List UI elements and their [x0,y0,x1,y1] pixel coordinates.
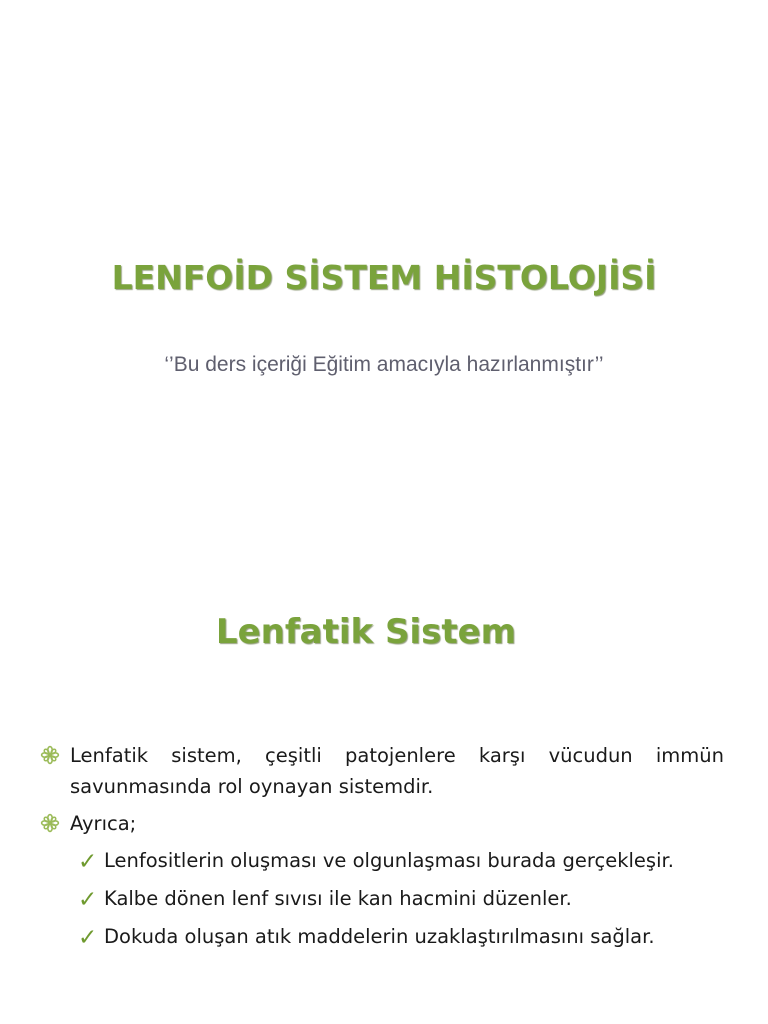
checkmark-icon: ✓ [78,849,98,875]
slide-title: LENFOİD SİSTEM HİSTOLOJİSİ [111,258,657,297]
bullet-item [40,740,724,802]
bullet-text: Ayrıca; [70,812,137,835]
checkmark-icon: ✓ [78,887,98,913]
slide-subtitle: ‘’Bu ders içeriği Eğitim amacıyla hazırlanmıştır’’ [164,353,604,376]
checklist-item [40,845,724,876]
checklist-text: Lenfositlerin oluşması ve olgunlaşması burada gerçekleşir. [104,849,674,872]
checkmark-icon: ✓ [78,925,98,951]
bullet-item [40,808,724,839]
checklist-text: Dokuda oluşan atık maddelerin uzaklaştırılmasını sağlar. [104,925,655,948]
content-slide [0,512,768,1024]
bullet-text: Lenfatik sistem, çeşitli patojenlere karşı vücudun immün savunmasında rol oynayan sistemdir. [70,744,724,798]
bullet-list [40,740,724,959]
checklist-item [40,883,724,914]
slide-title: Lenfatik Sistem [215,612,517,652]
checklist [40,845,724,952]
flower-bullet-icon [40,813,60,833]
checklist-item [40,921,724,952]
flower-bullet-icon [40,745,60,765]
checklist-text: Kalbe dönen lenf sıvısı ile kan hacmini düzenler. [104,887,572,910]
